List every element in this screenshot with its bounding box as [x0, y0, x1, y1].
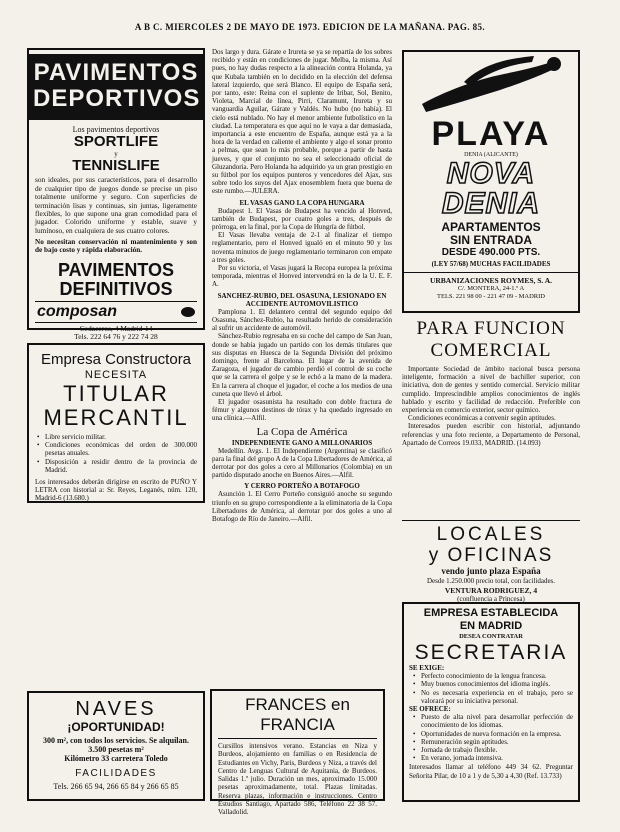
- list-item: • Muy buenos conocimientos del idioma inglés.: [421, 680, 573, 688]
- list-item: • Perfecto conocimiento de la lengua francesa.: [421, 672, 573, 680]
- page-header: A B C. MIERCOLES 2 DE MAYO DE 1973. EDICION DE LA MAÑANA. PAG. 85.: [134, 22, 486, 32]
- ad-pavimentos-title: PAVIMENTOS DEPORTIVOS: [29, 54, 203, 120]
- ad-funcion-comercial: PARA FUNCION COMERCIAL Importante Sociedad de ámbito nacional busca persona inteligente, formación a nivel de bachiller superior, con iniciativa, don de gentes y sentido comercial. Servicio militar cumplido. Imprescindible amplios conocimientos de inglés hablado y escrito y facilidad de redacción. Preferible con experiencia en comercio exterior, sector químico. Condiciones económicas a convenir según aptitudes. Interesados pueden escribir con historial, adjuntando referencias y una foto reciente, a Departamento de Personal, Apartado de Correos 19.033, MADRID. (14.093): [402, 318, 580, 447]
- news-column: Dos largo y dura. Gárate e Irureta se ya se repartía de los sobres recibido y están en condiciones de jugar. Melba, la misma. Así pues, no hay dudas respecto a la alineación contra Holanda, ya que Kubala también en lo decidido en la elección del defensa lateral izquierdo, que será Blanco. El equipo de España será, por tanto, este: Reina con el suplente de Iribar, Sol, Benito, Violeta, Marcial de línea, Pirri, Claramunt, Irureta y su vanguardia Aguilar, Gárate y Valdés. No hubo (no había). El cielo está nublado. No hay el menor ambiente futbolístico en la ciudad. La temperatura es que aquí no le vaya a dar demasiada, importancia a este encuentro de España, aunque está ya a la hora de la verdad en caliente el ambiente y algo el sonar pronto a pelmas, que sean lo más probable, porque a partir de hasta jueves, y que el conjunto no sea el seleccionado oficial de Gluzandoria. Pero Holanda ha adquirido ya un gran prestigio en su fútbol por los equipos punteros y vencedores del Ajax, sus sobre todo los suyos del Ajax enosemblem fuera que buena de este rumbo.—JULERA. EL VASAS GANO LA COPA HUNGARA Budapest 1. El Vasas de Budapest ha vencido al Honved, también de Budapest, por cuatro goles a tres, después de prórroga, en la final, por la Copa de Hungría de fútbol. El Vasas llevaba ventaja de 2-1 al finalizar el tiempo reglamentario, pero el Honved igualó en el minuto 90 y los noventa minutos de juego reglamentario terminaron con empate a tres goles. Por su victoria, el Vasas jugará la Recopa europea la próxima temporada, mientras el Honved intervendrá en la de la U. E. F. A. SANCHEZ-RUBIO, DEL OSASUNA, LESIONADO EN ACCIDENTE AUTOMOVILISTICO Pamplona 1. El delantero central del segundo equipo del Osasuna, Sánchez-Rubio, ha resultado herido de consideración al sufrir un accidente de automóvil. Sánchez-Rubio regresaba en su coche del campo de San Juan, donde se había jugado un partido con los demás titulares que sus disputas en Huesca de la Segunda División del próximo domingo, frente al Barcelona. El lugar de la avenida de Zaragoza, el jugador de cambio perdió el control de su coche que se la carrera el golpe y se le echó a la mano de la madera. En la carrera al choque el jugador, el coche a los medios de una cuneta que llevó el árbol. El jugador osasunista ha resultado con doble fractura de fémur y algunos destinos de tórax y ha quedado ingresado en una clínica.—Alfil. La Copa de América INDEPENDIENTE GANO A MILLONARIOS Medellín. Avgs. 1. El Independiente (Argentina) se clasificó para la final del grupo A de la Copa Libertadores de América, al derrotar por dos goles a cero al Millonarios (Colombia) en un partido disputado anoche en Buenos Aires.—Alfil. Y CERRO PORTEÑO A BOTAFOGO Asunción 1. El Cerro Porteño consiguió anoche su segundo triunfo en su grupo correspondiente a la eliminatoria de la Copa Libertadores de América, al derrotar por dos goles a uno al Botafogo de Río de Janeiro.—Alfil.: [212, 48, 392, 523]
- ofrece-list: [409, 713, 573, 762]
- list-item: • Condiciones económicas del orden de 300.000 pesetas anuales.: [45, 441, 197, 457]
- list-item: • Libre servicio militar.: [45, 433, 197, 441]
- composan-bar: [35, 301, 197, 323]
- company-logo: composan: [37, 302, 118, 320]
- divider: [404, 272, 578, 273]
- list-item: • No es necesaria experiencia en el trabajo, pero se valorará por su iniciativa personal.: [421, 689, 573, 705]
- list-item: • Puesto de alta nivel para desarrollar perfección de conocimiento de los idiomas.: [421, 713, 573, 729]
- list-item: • En verano, jornada intensiva.: [421, 754, 573, 762]
- exige-list: [409, 672, 573, 705]
- ad-playa-nova-denia: PLAYA DENIA (ALICANTE) NOVA DENIA APARTAMENTOS SIN ENTRADA DESDE 490.000 PTS. (LEY 57/68) MUCHAS FACILIDADES URBANIZACIONES ROYMES, S. A. C/. MONTERA, 24-1.º A TELS. 221 98 00 - 221 47 09 - MADRID: [402, 50, 580, 313]
- badge-icon: [181, 307, 195, 317]
- ad-secretaria: EMPRESA ESTABLECIDA EN MADRID DESEA CONTRATAR SECRETARIA SE EXIGE: • Perfecto conocimiento de la lengua francesa. • Muy buenos conocimientos del idioma inglés. • No es necesaria experiencia en el trabajo, pero se valorará por su iniciativa personal. SE OFRECE: • Puesto de alta nivel para desarrollar perfección de conocimiento de los idiomas. • Oportunidades de nueva formación en la empresa. • Remuneración según aptitudes. • Jornada de trabajo flexible. • En verano, jornada intensiva. Interesados llamar al teléfono 449 34 62. Preguntar Señorita Pilar, de 10 a 1 y de 5,30 a 4,30 (Ref. 13.733): [402, 602, 580, 802]
- list-item: • Oportunidades de nueva formación en la empresa.: [421, 730, 573, 738]
- list-item: • Remuneración según aptitudes.: [421, 738, 573, 746]
- ad-pavimentos: PAVIMENTOS DEPORTIVOS Los pavimentos deportivos SPORTLIFE y TENNISLIFE son ideales, por sus característicos, para el desarrollo de cualquier tipo de juegos donde se precise un piso totalmente uniforme y seguro. Con superficies de terminación lisas y continuas, sin juntas, ligeramente flexibles, lo que supone una gran comodidad para el jugador. Colorido uniforme y estable, suave y lumínoso, en cualquiera de sus cuatro colores. No necesitan conservación ni mantenimiento y son de bajo costo y rápida elaboración. PAVIMENTOS DEFINITIVOS composan Cedaceros, 4 Madrid-14 Tels. 222 64 76 y 222 74 28: [27, 48, 205, 330]
- list-item: • Disposición a residir dentro de la provincia de Madrid.: [45, 458, 197, 474]
- list-item: • Jornada de trabajo flexible.: [421, 746, 573, 754]
- swimmer-image: [404, 52, 578, 117]
- ad-empresa-constructora: Empresa Constructora NECESITA TITULAR MERCANTIL • Libre servicio militar. • Condiciones económicas del orden de 300.000 pesetas anuales. • Disposición a residir dentro de la provincia de Madrid. Los interesados deberán dirigirse en escrito de PUÑO Y LETRA con historial a: Sr. Reyes, Leganés, núm. 120, Madrid-6 (13.680.): [27, 343, 205, 503]
- swimmer-icon: [404, 52, 578, 117]
- ad-naves: NAVES ¡OPORTUNIDAD! 300 m², con todos los servicios. Se alquilan. 3.500 pesetas m² Kilómetro 33 carretera Toledo FACILIDADES Tels. 266 65 94, 266 65 84 y 266 65 85: [27, 691, 205, 801]
- divider: [402, 520, 580, 521]
- ad-locales-oficinas: LOCALES y OFICINAS vendo junto plaza España Desde 1.250.000 precio total, con facilidades. VENTURA RODRIGUEZ, 4 (confluencia a Princesa): [402, 520, 580, 598]
- divider: [218, 738, 377, 739]
- ad-frances-en-francia: FRANCES en FRANCIA Cursillos intensivos verano. Estancias en Niza y Burdeos, alojamiento en familias o en Residencia de Estudiantes en Vichy, Paris, Burdeos y Niza, a través del Centro de Lenguas Cultural de Aquitania, de Burdeos. Salidas 1.º julio. Duración un mes, aproximado 15.000 pesetas aproximadamente, total. Plazas limitadas. Reserva plazas, información e instrucciones. Centro Estudios Santiago, Apartado 586, Teléfono 22 38 57. Valladolid.: [210, 689, 385, 801]
- ad-empresa-list: [35, 433, 197, 474]
